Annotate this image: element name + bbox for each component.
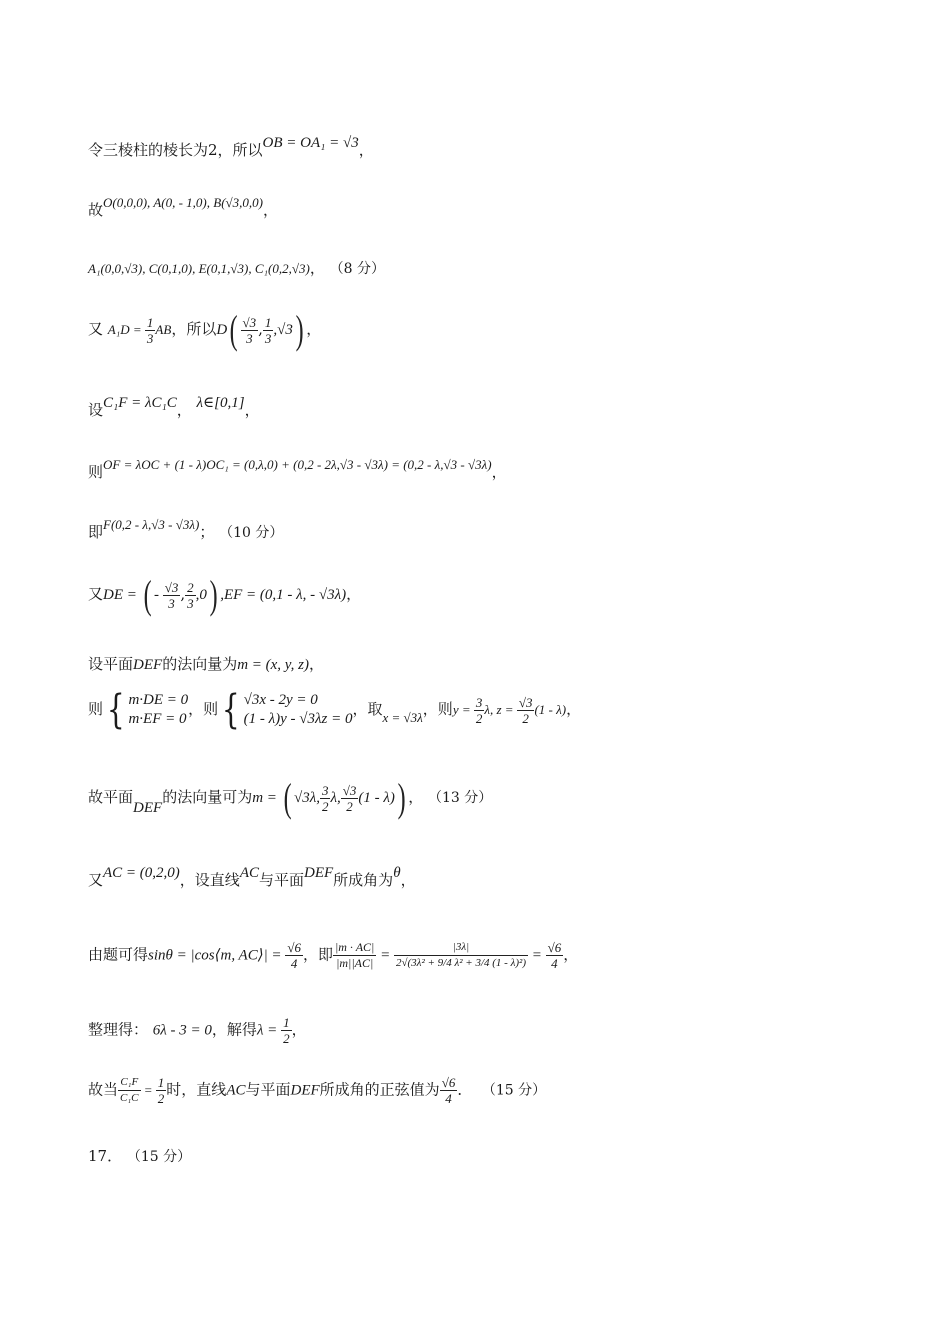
equation: AB (155, 322, 172, 337)
question-17-heading (88, 1146, 191, 1167)
punct: ， (346, 585, 362, 603)
score-note: （15 分） (481, 1082, 547, 1099)
text: ，解得 (211, 1020, 257, 1039)
punct: ， (566, 700, 582, 718)
punct: ， (491, 463, 507, 481)
paren-right: ) (209, 572, 218, 617)
equation: sinθ = |cos⟨m, AC⟩| = (148, 947, 286, 964)
score-note: （8 分） (329, 261, 385, 277)
text: 的法向量为 (162, 655, 238, 673)
paren-left: ( (229, 307, 238, 352)
solution-line-6 (88, 457, 507, 483)
numerator: √6 (287, 940, 301, 955)
fraction (546, 940, 564, 971)
numerator: 3 (321, 782, 329, 798)
fraction (185, 580, 196, 611)
solution-line-11 (88, 775, 493, 820)
denominator: C₁C (120, 1092, 139, 1104)
denominator: 3 (187, 595, 194, 611)
equation: ,EF = (0,1 - λ, - √3λ) (220, 587, 347, 603)
coordinates: A₁(0,0,√3), C(0,1,0), E(0,1,√3), C₁(0,2,√3) (88, 261, 310, 276)
fraction (394, 940, 528, 971)
punct: ， (563, 945, 579, 964)
score-note: （10 分） (219, 525, 284, 541)
fraction (156, 1075, 167, 1106)
equation: = (140, 1082, 156, 1098)
text: ，即 (302, 945, 333, 964)
numerator: 1 (283, 1015, 290, 1030)
score-note: （13 分） (427, 790, 493, 806)
text: ，则 (188, 700, 219, 718)
equation: ,0 (195, 587, 207, 603)
fraction (263, 315, 274, 346)
text: 所成角的正弦值为 (319, 1080, 440, 1099)
text: ，取 (352, 700, 383, 718)
fraction (145, 315, 156, 346)
fraction (163, 580, 181, 611)
denominator: 2 (522, 710, 529, 726)
denominator: 4 (551, 956, 558, 971)
solution-line-5 (88, 395, 260, 421)
equation: AC = (0,2,0) (103, 865, 180, 881)
equation: m = (x, y, z) (237, 657, 309, 673)
coordinates: O(0,0,0), A(0, - 1,0), B(√3,0,0) (103, 195, 263, 210)
text: 又 (88, 585, 104, 603)
text: 故平面 (88, 788, 134, 806)
equation: = (376, 947, 394, 964)
point-label: D (216, 322, 228, 338)
text: 设平面 (88, 655, 134, 673)
numerator: |3λ| (394, 940, 528, 956)
numerator: 2 (187, 579, 194, 595)
equation: λ, (330, 790, 341, 806)
solution-line-8: 又DE = ( - $\frac{√3}{3}$ , $\frac{2}{3}$ ,0) ,EF = (0,1 - λ, - √3λ)， (88, 572, 362, 617)
punct: ， (358, 141, 374, 159)
text: ，则 (422, 700, 453, 718)
equation: x = √3λ (382, 710, 423, 725)
angle-label: θ (393, 865, 401, 881)
paren-right: ) (295, 307, 304, 352)
equation: λ∈[0,1] (196, 395, 245, 411)
denominator: 3 (246, 330, 253, 346)
denominator: 4 (445, 1091, 452, 1106)
text: 的法向量可为 (162, 788, 253, 806)
equation: - (153, 587, 163, 603)
denominator: 3 (264, 330, 272, 346)
text: 即 (88, 523, 104, 541)
solution-line-4: 又 A₁D = $\frac{1}{3}$ AB，所以D( $\frac{√3}{3}$ , $\frac{1}{3}$ ,√3) ， (88, 307, 322, 352)
solution-line-1 (88, 135, 374, 161)
fraction (474, 695, 485, 726)
solution-line-10 (88, 687, 582, 733)
text: 与平面 (258, 871, 304, 889)
solution-line-2 (88, 195, 279, 221)
plane-label: DEF (133, 800, 163, 816)
equation: √3x - 2y = 0 (243, 692, 318, 708)
line-label: AC (239, 865, 259, 881)
equation: λ = (256, 1022, 282, 1039)
numerator: √3 (242, 314, 257, 330)
denominator: 2 (346, 798, 353, 814)
fraction (517, 695, 535, 726)
fraction (241, 315, 259, 346)
numerator: |m · AC| (334, 940, 375, 954)
equation: m·DE = 0 (128, 692, 189, 708)
numerator: √3 (164, 579, 179, 595)
text: 则 (88, 463, 104, 481)
equation: ,√3 (273, 322, 293, 338)
numerator: √6 (547, 940, 562, 955)
plane-label: DEF (133, 657, 163, 673)
punct: ． (457, 1080, 473, 1099)
numerator: 1 (146, 314, 154, 330)
text: 设 (88, 401, 104, 419)
fraction (281, 1015, 292, 1046)
plane-label: DEF (290, 1082, 320, 1099)
text: 与平面 (245, 1080, 291, 1099)
question-number: 17． (88, 1147, 123, 1165)
equation: (1 - λ)y - √3λz = 0 (243, 711, 353, 727)
text: ，所以 (171, 320, 217, 338)
solution-line-3 (88, 258, 385, 279)
punct: ， (176, 401, 192, 419)
punct: ； (199, 523, 215, 541)
text: 令三棱柱的棱长为2，所以 (88, 141, 263, 159)
paren-right: ) (397, 775, 406, 820)
punct: ， (244, 401, 260, 419)
solution-line-12 (88, 865, 416, 891)
fraction (285, 940, 303, 971)
denominator: 2√(3λ² + 9/4 λ² + 3/4 (1 - λ)²) (395, 957, 526, 969)
denominator: |m||AC| (336, 956, 374, 970)
fraction (341, 783, 359, 814)
punct: ， (291, 1020, 307, 1039)
numerator: √3 (342, 782, 357, 798)
numerator: 3 (475, 694, 483, 710)
equation: (1 - λ) (534, 702, 567, 717)
solution-line-9 (88, 654, 324, 675)
punct: ， (408, 788, 424, 806)
fraction (320, 783, 331, 814)
equation: = (527, 947, 546, 964)
punct: ， (308, 655, 324, 673)
paren-left: ( (143, 572, 152, 617)
denominator: 3 (146, 330, 154, 346)
equation: A₁D = (107, 322, 145, 337)
fraction (440, 1075, 458, 1106)
denominator: 3 (168, 595, 175, 611)
equation: m·EF = 0 (128, 711, 187, 727)
equation: 6λ - 3 = 0 (152, 1022, 212, 1039)
punct: ， (400, 871, 416, 889)
equation: OB = OA₁ = √3 (262, 135, 359, 151)
brace-left: { (106, 687, 125, 733)
equation: m = (252, 790, 281, 806)
plane-label: DEF (304, 865, 334, 881)
text: 故 (88, 201, 104, 219)
solution-line-14 (88, 1015, 307, 1046)
text: 时，直线 (166, 1080, 227, 1099)
text: 又 (88, 871, 104, 889)
numerator: √6 (441, 1075, 456, 1090)
punct: ， (309, 259, 325, 277)
numerator: √3 (518, 694, 533, 710)
equation: (1 - λ) (358, 790, 395, 806)
text: 则 (88, 700, 104, 718)
equation: √3λ, (294, 790, 320, 806)
text: 由题可得 (88, 945, 149, 964)
solution-line-7 (88, 517, 284, 543)
text: 又 (88, 320, 104, 338)
text: 所成角为 (333, 871, 394, 889)
equation: F(0,2 - λ,√3 - √3λ) (103, 517, 200, 532)
punct: ， (263, 201, 279, 219)
equation-system (128, 691, 188, 729)
equation: C₁F = λC₁C (103, 395, 177, 411)
denominator: 2 (157, 1091, 165, 1106)
denominator: 2 (283, 1031, 290, 1046)
numerator: 1 (264, 314, 272, 330)
solution-line-13 (88, 940, 578, 971)
denominator: 2 (475, 710, 483, 726)
equation: y = (452, 702, 474, 717)
denominator: 4 (290, 956, 298, 971)
fraction (333, 940, 376, 971)
fraction (118, 1075, 141, 1106)
numerator: C₁F (118, 1075, 141, 1091)
solution-line-15 (88, 1075, 546, 1106)
brace-left: { (222, 687, 240, 733)
equation: OF = λOC + (1 - λ)OC₁ = (0,λ,0) + (0,2 - 2λ,√3 - √3λ) = (0,2 - λ,√3 - √3λ) (103, 457, 492, 472)
line-label: AC (226, 1082, 246, 1099)
punct: ， (306, 320, 322, 338)
numerator: 1 (157, 1075, 165, 1090)
text: 故当 (88, 1080, 119, 1099)
score-note: （15 分） (126, 1149, 192, 1165)
equation: λ, z = (484, 702, 517, 717)
text: ，设直线 (179, 871, 240, 889)
equation-system (244, 691, 353, 729)
paren-left: ( (283, 775, 292, 820)
equation: DE = (103, 587, 141, 603)
text: 整理得： (88, 1020, 149, 1039)
denominator: 2 (321, 798, 329, 814)
